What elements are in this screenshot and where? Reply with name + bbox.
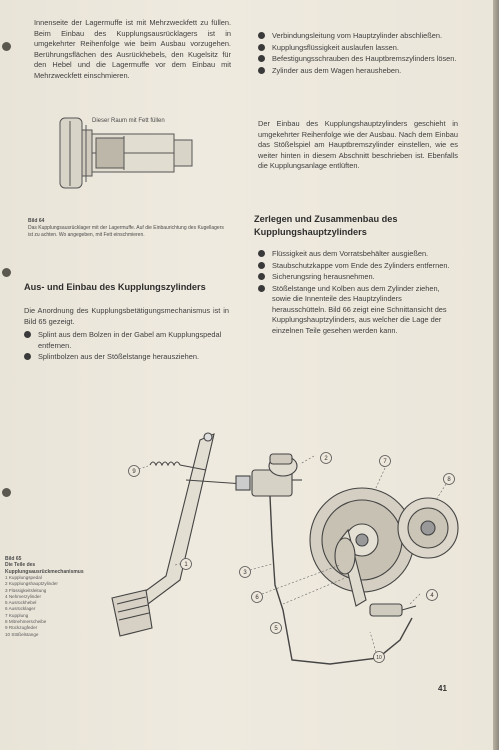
fig64-label: Bild 64: [28, 218, 45, 224]
callout-label: 1: [184, 562, 188, 568]
page-number: 41: [438, 684, 447, 693]
legend-item: 10 Stößelstange: [5, 631, 39, 637]
legend-item: 8 Mitnehmerscheibe: [5, 619, 47, 625]
fig65-legend: [5, 575, 58, 638]
list-item: Zylinder aus dem Wagen herausheben.: [258, 66, 458, 77]
intro-paragraph: Innenseite der Lagermuffe ist mit Mehrzweckfett zu füllen. Beim Einbau des Kupplungsausrücklagers ist in umgekehrter Reihenfolge wie beim Ausbau vorzugehen. Berührungsflächen des Ausrückhebels, den Kugelsitz für den Hebel und die Lagermuffe vor dem Einbau mit Mehrzweckfett einschmieren.: [34, 18, 231, 80]
legend-item: 3 Flüssigkeitsleitung: [5, 587, 47, 593]
legend-item: 6 Ausrücklager: [5, 606, 36, 612]
list-item: Splint aus dem Bolzen in der Gabel am Kupplungspedal entfernen.: [24, 330, 236, 351]
legend-item: 9 Rückzugfeder: [5, 625, 38, 631]
list-item: Flüssigkeit aus dem Vorratsbehälter ausgießen.: [258, 249, 458, 260]
legend-item: 7 Kupplung: [5, 612, 29, 618]
list-item: Verbindungsleitung vom Hauptzylinder abschließen.: [258, 31, 458, 42]
list-item: Staubschutzkappe vom Ende des Zylinders entfernen.: [258, 261, 458, 272]
callout-label: 9: [132, 469, 136, 475]
callout-label: 8: [447, 477, 451, 483]
legend-item: 4 Nehmerzylinder: [5, 593, 41, 599]
callout-label: 5: [274, 626, 278, 632]
legend-item: 5 Ausrückhebel: [5, 600, 37, 606]
legend-item: 2 Kupplungshauptzylinder: [5, 581, 58, 587]
fig65-title: Die Teile des Kupplungsausrückmechanismus: [5, 562, 84, 575]
list-item: Kupplungsflüssigkeit auslaufen lassen.: [258, 43, 458, 54]
fig64-caption: Das Kupplungsausrücklager mit der Lagermuffe. Auf die Einbaurichtung des Kugellagers ist zu achten. Wo angegeben, mit Fett einschmieren.: [28, 225, 224, 238]
callout-label: 2: [324, 456, 328, 462]
list-item: Sicherungsring herausnehmen.: [258, 272, 458, 283]
legend-item: 1 Kupplungspedal: [5, 575, 42, 580]
list-item: Befestigungsschrauben des Hauptbremszylinders lösen.: [258, 54, 458, 65]
cylinder-paragraph: Die Anordnung des Kupplungsbetätigungsmechanismus ist in Bild 65 gezeigt.: [24, 306, 229, 326]
section-heading-cylinder: Aus- und Einbau des Kupplungszylinders: [24, 282, 206, 292]
callout-label: 3: [243, 570, 247, 576]
callout-label: 10: [376, 655, 382, 661]
right-paragraph: Der Einbau des Kupplungshauptzylinders geschieht in umgekehrter Reihenfolge wie der Ausbau. Nach dem Einbau das Stößelspiel am Hauptbremszylinder einstellen, wie es weiter hinten in diesem Abschnitt beschrieben ist. Ebenfalls die Kupplungsanlage entlüften.: [258, 119, 458, 171]
list-item: Stößelstange und Kolben aus dem Zylinder ziehen, sowie die Innenteile des Hauptzylinders herausschütteln. Bild 66 zeigt eine Schnittansicht des Kupplungshauptzylinders, aus welcher die Lage der einzelnen Teile gesehen werden kann.: [258, 284, 458, 337]
callout-label: 4: [430, 593, 434, 599]
section-heading-master: Zerlegen und Zusammenbau des Kupplungshauptzylinders: [254, 214, 398, 237]
callout-label: 6: [255, 595, 259, 601]
callout-label: 7: [383, 459, 387, 465]
list-item: Splintbolzen aus der Stößelstange herausziehen.: [24, 352, 236, 363]
fig64-annotation: Dieser Raum mit Fett füllen: [92, 118, 165, 124]
fig65-label: Bild 65: [5, 556, 22, 562]
